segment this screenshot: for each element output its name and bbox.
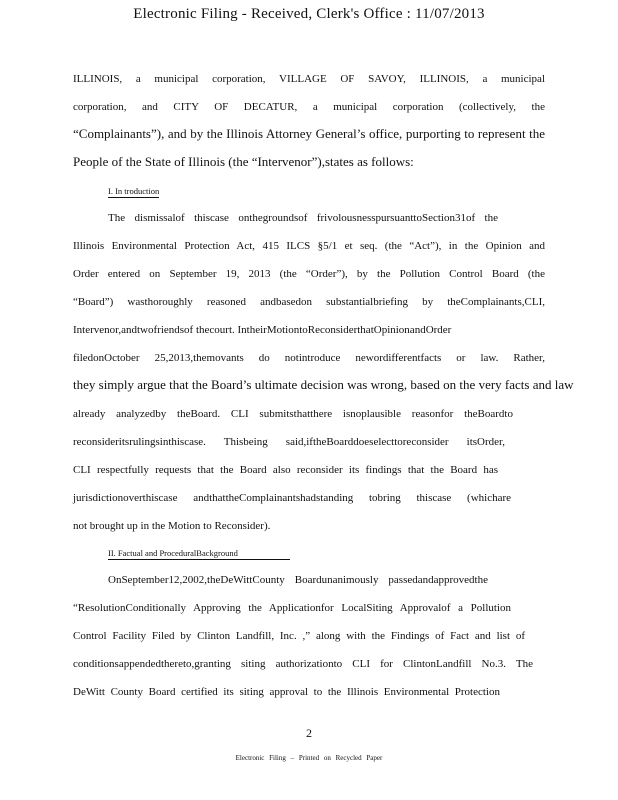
- body-line: not brought up in the Motion to Reconsider).: [73, 520, 271, 532]
- body-line: “Complainants”), and by the Illinois Attorney General’s office, purporting to represent the: [73, 126, 545, 141]
- body-line: reconsideritsrulingsinthiscase. Thisbeing said,iftheBoarddoeselecttoreconsider itsOrder,: [73, 436, 505, 448]
- body-line: already analyzedby theBoard. CLI submitsthatthere isnoplausible reasonfor theBoardto: [73, 408, 513, 420]
- body-line: conditionsappendedthereto,granting siting authorizationto CLI for ClintonLandfill No.3. The: [73, 658, 533, 670]
- body-line: jurisdictionoverthiscase andthattheComplainantshadstanding tobring thiscase (whichare: [73, 492, 511, 504]
- body-line: CLI respectfully requests that the Board also reconsider its findings that the Board has: [73, 464, 498, 476]
- body-line: DeWitt County Board certified its siting approval to the Illinois Environmental Protection: [73, 686, 500, 698]
- body-line: “Board”) wasthoroughly reasoned andbasedon substantialbriefing by theComplainants,CLI,: [73, 296, 545, 308]
- body-line: Order entered on September 19, 2013 (the “Order”), by the Pollution Control Board (the: [73, 268, 545, 280]
- body-line: People of the State of Illinois (the “Intervenor”),states as follows:: [73, 154, 414, 169]
- filing-footer: Electronic Filing – Printed on Recycled Paper: [235, 754, 383, 762]
- body-line: Intervenor,andtwofriendsof thecourt. IntheirMotiontoReconsiderthatOpinionandOrder: [73, 324, 452, 336]
- body-line: Control Facility Filed by Clinton Landfill, Inc. ,” along with the Findings of Fact and list of: [73, 630, 525, 642]
- body-line: OnSeptember12,2002,theDeWittCounty Boardunanimously passedandapprovedthe: [108, 574, 488, 586]
- body-line: ILLINOIS, a municipal corporation, VILLAGE OF SAVOY, ILLINOIS, a municipal: [73, 73, 545, 85]
- section-heading-text: II. Factual and ProceduralBackground: [108, 548, 290, 560]
- body-line: filedonOctober 25,2013,themovants do notintroduce newordifferentfacts or law. Rather,: [73, 352, 545, 364]
- page-number: 2: [306, 726, 312, 740]
- body-line: The dismissalof thiscase onthegroundsof frivolousnesspursuanttoSection31of the: [108, 212, 498, 224]
- section-heading-text: I. In troduction: [108, 186, 160, 196]
- section-heading-factual-background: [108, 548, 290, 560]
- body-line: they simply argue that the Board’s ultimate decision was wrong, based on the very facts and law: [73, 377, 574, 392]
- section-heading-introduction: [108, 186, 159, 198]
- filing-header: Electronic Filing - Received, Clerk's Office : 11/07/2013: [133, 6, 485, 22]
- body-line: “ResolutionConditionally Approving the Applicationfor LocalSiting Approvalof a Pollution: [73, 602, 511, 614]
- body-line: corporation, and CITY OF DECATUR, a municipal corporation (collectively, the: [73, 101, 545, 113]
- body-line: Illinois Environmental Protection Act, 415 ILCS §5/1 et seq. (the “Act”), in the Opinion and: [73, 240, 545, 252]
